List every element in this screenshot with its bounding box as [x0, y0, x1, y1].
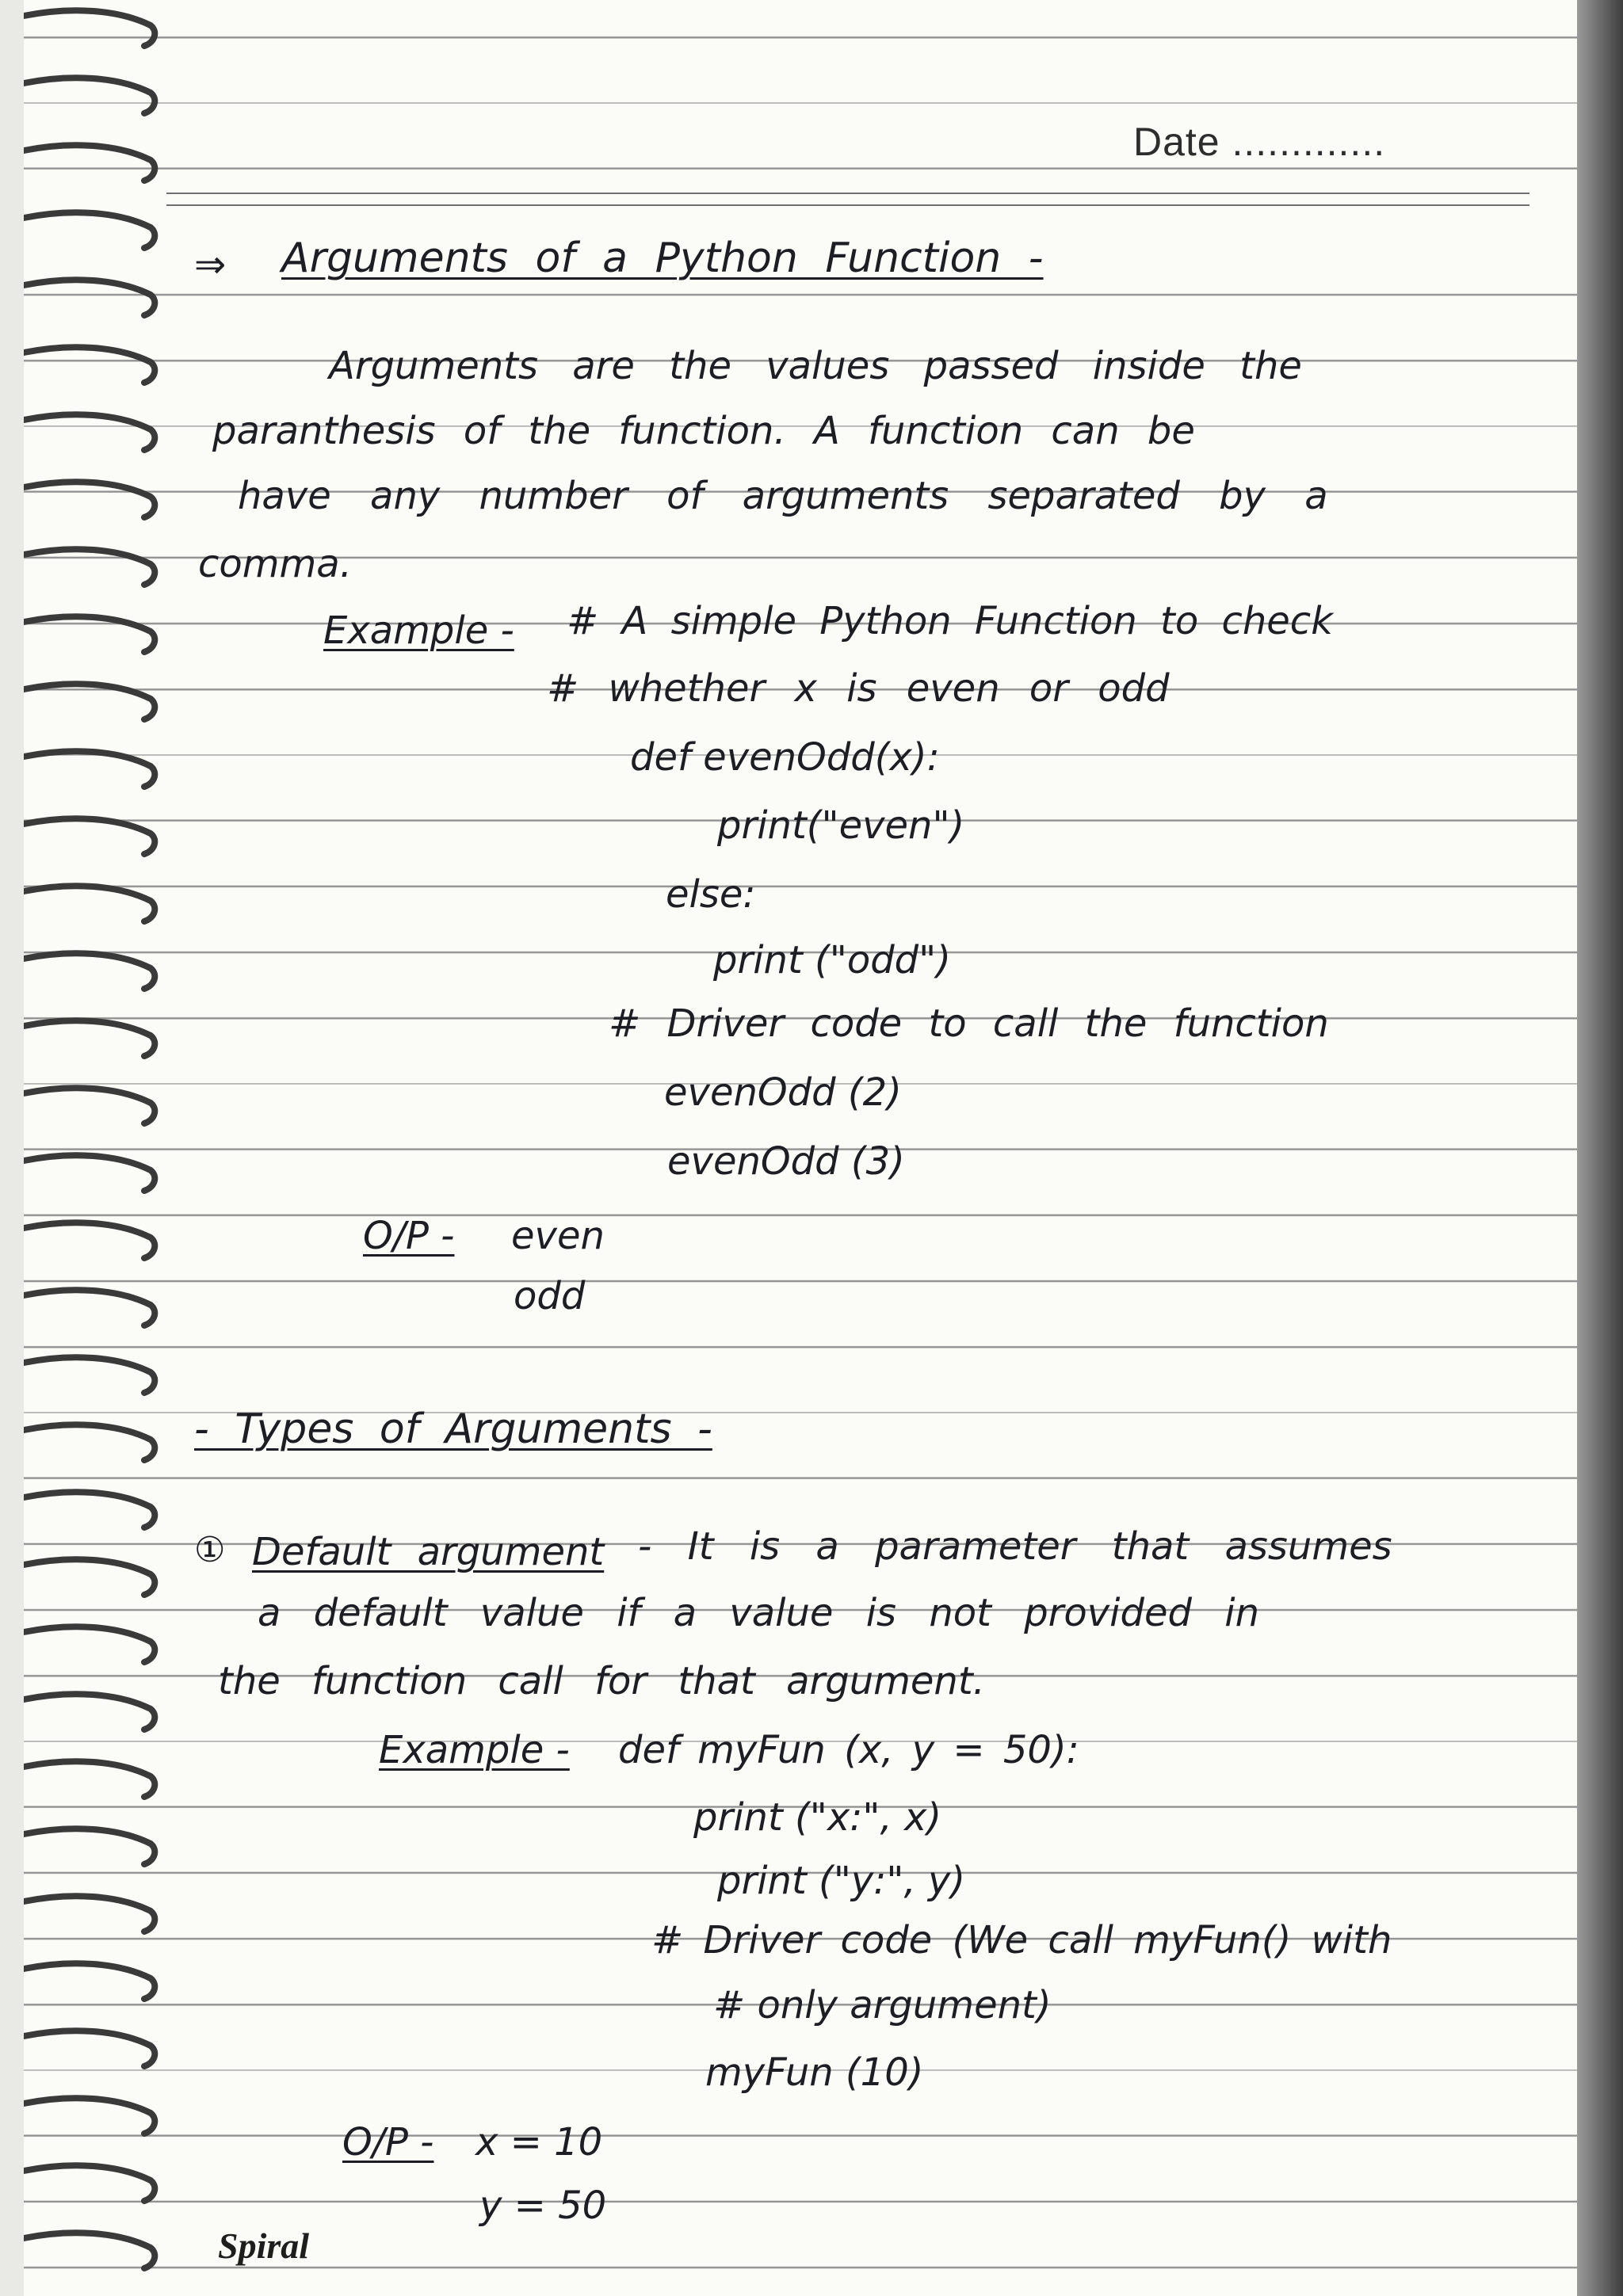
spiral-ring [24, 1222, 155, 1258]
description-line-2: a default value if a value is not provided in [258, 1591, 1259, 1635]
spiral-ring [24, 818, 155, 854]
page-edge-shadow [1577, 0, 1623, 2296]
spiral-binding [0, 0, 174, 2296]
example-label-1: Example - [323, 608, 514, 653]
arrow-icon: ⇒ [194, 242, 227, 287]
code1-line-1: # A simple Python Function to check [567, 599, 1333, 643]
spiral-ring [24, 347, 155, 383]
spiral-ring [24, 1088, 155, 1123]
paragraph-line-1: Arguments are the values passed inside the [329, 344, 1302, 388]
notebook-brand-logo: Spiral [218, 2225, 310, 2266]
code2-line-4: # Driver code (We call myFun() with [651, 1918, 1392, 1962]
header-rule-bottom [166, 204, 1529, 206]
spiral-ring [24, 1829, 155, 1864]
spiral-ring [24, 1425, 155, 1460]
description-line-1: - It is a parameter that assumes [638, 1524, 1392, 1569]
output1-line-1: even [511, 1214, 605, 1258]
header-rule-top [166, 193, 1529, 194]
output1-line-2: odd [514, 1274, 586, 1318]
spiral-ring [24, 280, 155, 315]
spiral-ring [24, 1020, 155, 1056]
description-line-3: the function call for that argument. [218, 1659, 985, 1703]
spiral-ring [24, 10, 155, 46]
code2-line-1: def myFun (x, y = 50): [618, 1728, 1079, 1772]
spiral-ring [24, 2233, 155, 2268]
code1-line-4: print("even") [717, 803, 965, 848]
code2-line-2: print ("x:", x) [693, 1795, 942, 1840]
spiral-ring [24, 2165, 155, 2201]
spiral-ring [24, 953, 155, 989]
spiral-ring [24, 414, 155, 450]
spiral-ring [24, 145, 155, 181]
spiral-ring [24, 1155, 155, 1191]
section2-title: - Types of Arguments - [194, 1405, 712, 1453]
output2-line-2: y = 50 [479, 2183, 607, 2228]
spiral-ring [24, 212, 155, 248]
spiral-ring [24, 1694, 155, 1730]
example-label-2: Example - [379, 1728, 570, 1772]
code1-line-3: def evenOdd(x): [630, 735, 940, 780]
code1-line-5: else: [666, 872, 756, 917]
output2-line-1: x = 10 [475, 2120, 603, 2164]
code1-line-9: evenOdd (3) [667, 1139, 905, 1184]
code1-line-7: # Driver code to call the function [609, 1001, 1329, 1046]
paragraph-line-2: paranthesis of the function. A function can be [212, 409, 1195, 453]
section1-title: Arguments of a Python Function - [281, 235, 1044, 282]
paragraph-line-3: have any number of arguments separated by a [238, 474, 1328, 518]
spiral-ring [24, 78, 155, 113]
spiral-ring [24, 1290, 155, 1325]
spiral-ring [24, 1627, 155, 1662]
spiral-ring [24, 616, 155, 652]
spiral-ring [24, 1357, 155, 1393]
code1-line-8: evenOdd (2) [664, 1070, 902, 1115]
spiral-ring [24, 751, 155, 787]
paragraph-line-4: comma. [198, 542, 352, 586]
code2-line-5: # only argument) [713, 1983, 1052, 2027]
item-title-default-argument: Default argument [252, 1530, 605, 1574]
spiral-ring [24, 2098, 155, 2134]
date-label: Date ............. [1133, 120, 1386, 164]
code1-line-6: print ("odd") [713, 938, 951, 982]
spiral-ring [24, 1896, 155, 1932]
spiral-ring [24, 886, 155, 921]
output-label-1: O/P - [363, 1214, 455, 1258]
code2-line-6: myFun (10) [705, 2050, 924, 2095]
code2-line-3: print ("y:", y) [717, 1859, 966, 1903]
spiral-ring [24, 1963, 155, 1999]
spiral-ring [24, 2031, 155, 2066]
spiral-ring [24, 684, 155, 719]
spiral-ring [24, 482, 155, 517]
item-number-1: ① [194, 1530, 226, 1570]
output-label-2: O/P - [342, 2120, 434, 2164]
spiral-ring [24, 1559, 155, 1595]
spiral-ring [24, 1761, 155, 1797]
spiral-ring [24, 1492, 155, 1527]
spiral-ring [24, 549, 155, 585]
code1-line-2: # whether x is even or odd [547, 666, 1170, 711]
